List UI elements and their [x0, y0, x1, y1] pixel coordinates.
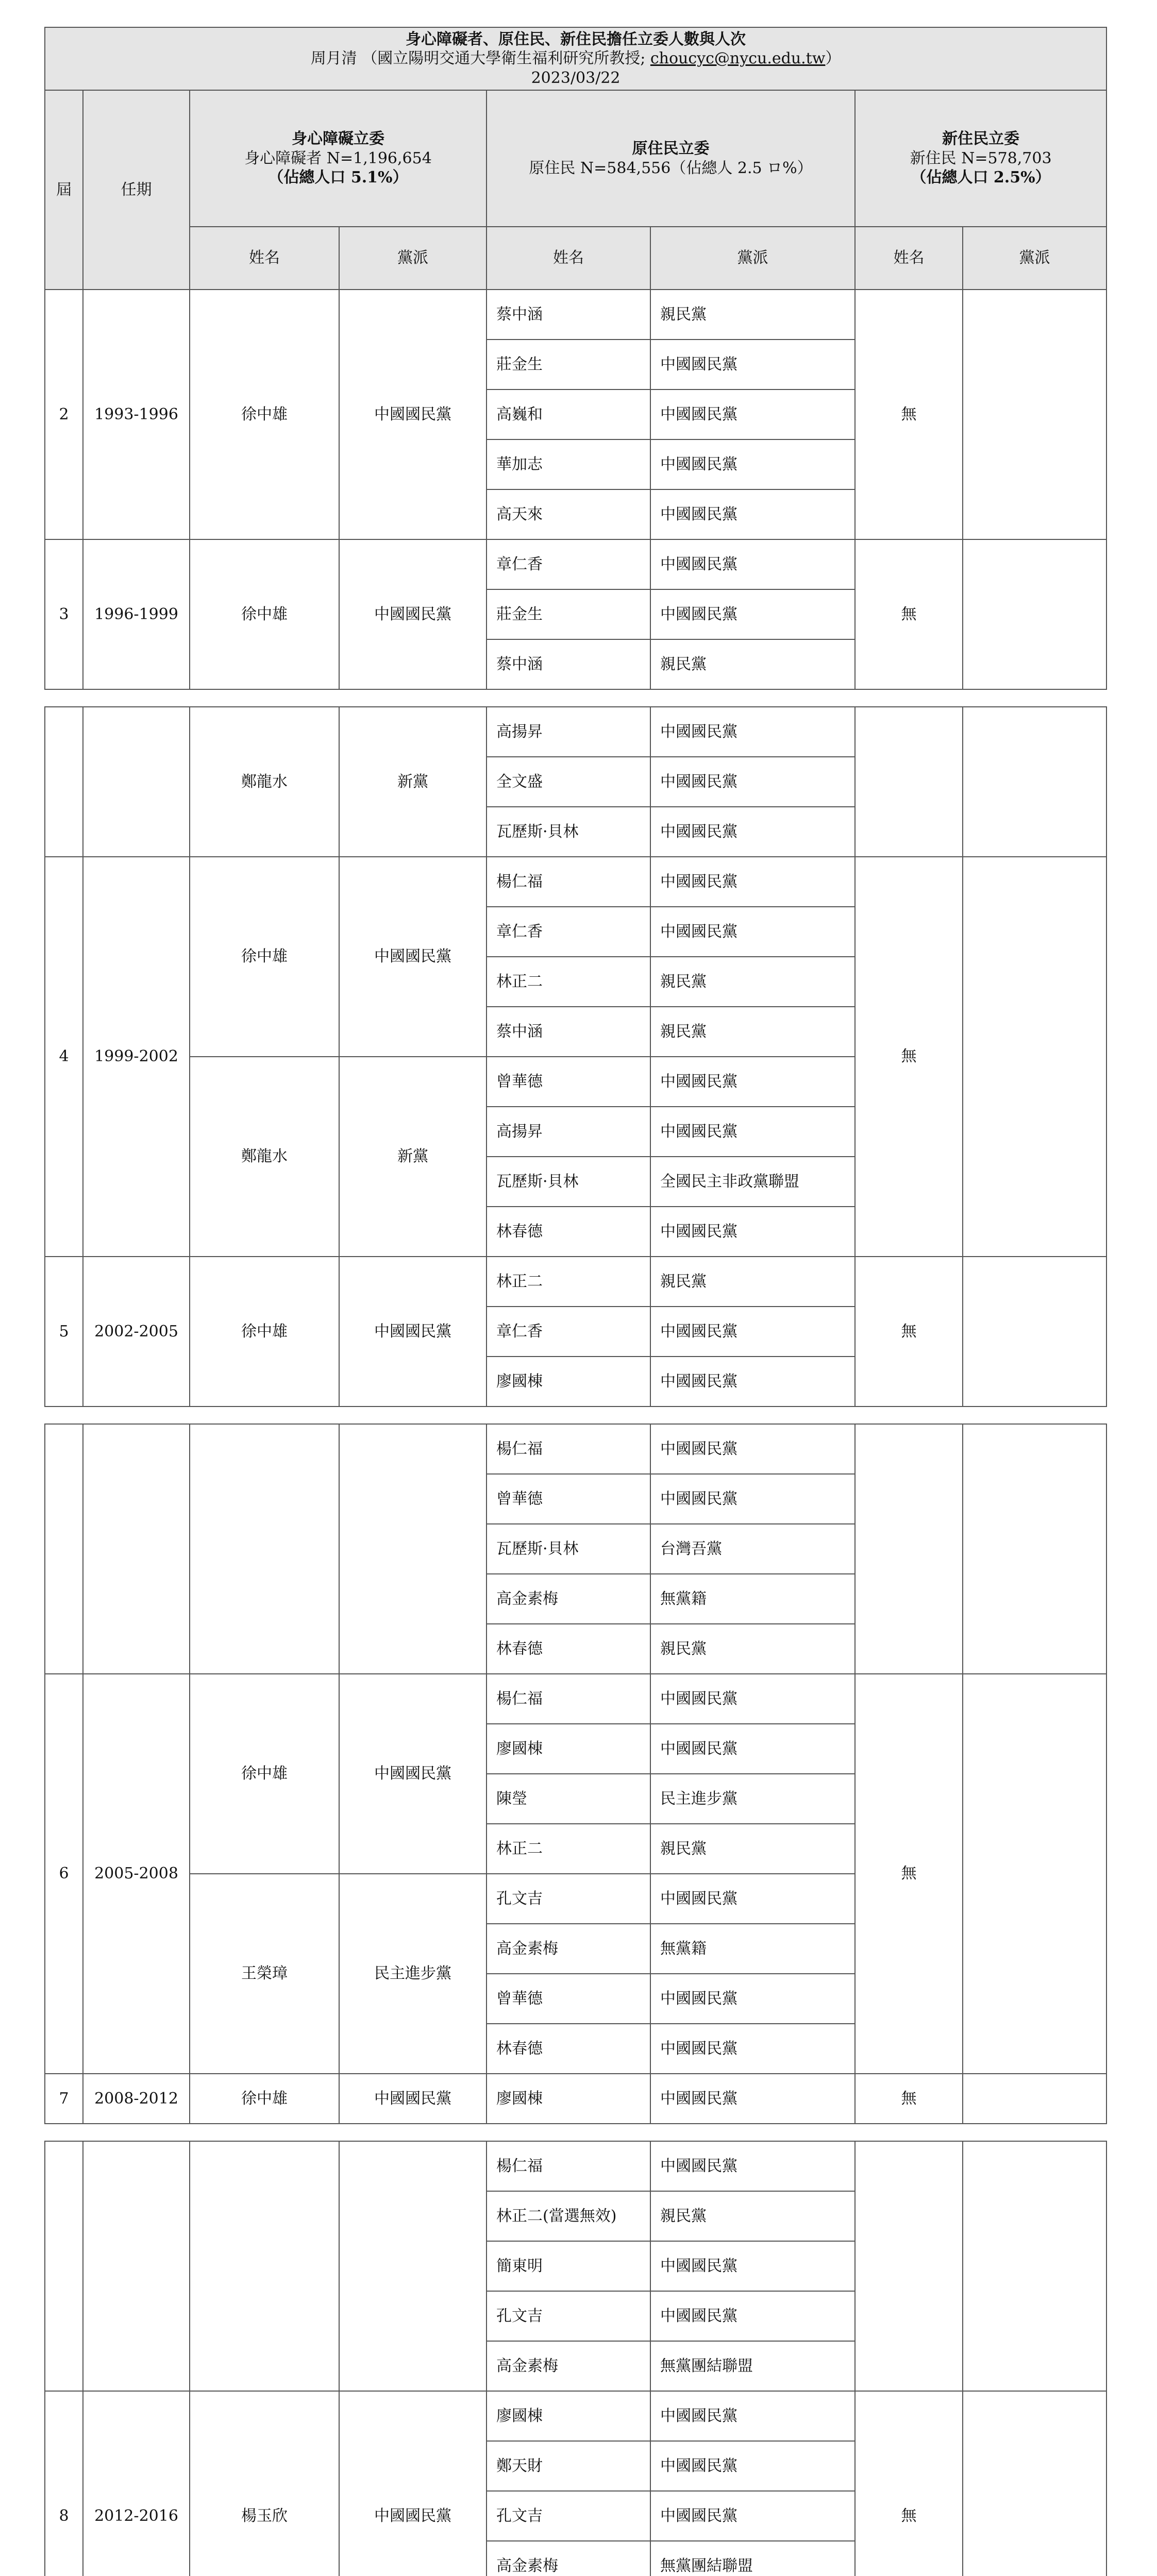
table-segment-2	[44, 706, 1107, 1407]
header-sub-party-3: 黨派	[963, 227, 1106, 290]
table-row: 曾華德 中國國民黨	[45, 1474, 1106, 1524]
doc-title: 身心障礙者、原住民、新住民擔任立委人數與人次	[406, 30, 746, 48]
author-email-link[interactable]: choucyc@nycu.edu.tw	[650, 49, 826, 68]
header-sub-party-2: 黨派	[650, 227, 855, 290]
table-row: 曾華德 中國國民黨	[45, 1974, 1106, 2024]
header-sub-party-1: 黨派	[339, 227, 487, 290]
table-row: 高揚昇 中國國民黨	[45, 1107, 1106, 1157]
table-row: 高金素梅 無黨籍	[45, 1924, 1106, 1974]
table-row: 7 2008-2012 徐中雄 中國國民黨 廖國棟 中國國民黨 無	[45, 2074, 1106, 2124]
header-disability-group: 身心障礙立委 身心障礙者 N=1,196,654 （佔總人口 5.1%）	[190, 90, 487, 227]
table-row: 莊金生 中國國民黨	[45, 340, 1106, 389]
header-sub-name-2: 姓名	[487, 227, 650, 290]
doc-date: 2023/03/22	[531, 69, 621, 87]
header-term: 屆	[45, 90, 83, 290]
header-sub-name-3: 姓名	[855, 227, 963, 290]
table-row: 廖國棟 中國國民黨	[45, 1724, 1106, 1774]
table-row: 簡東明 中國國民黨	[45, 2241, 1106, 2291]
table-row: 林正二 親民黨	[45, 957, 1106, 1007]
table-row: 陳瑩 民主進步黨	[45, 1774, 1106, 1824]
author-line: 周月清 （國立陽明交通大學衛生福利研究所教授;	[310, 49, 650, 68]
table-row: 高天來 中國國民黨	[45, 489, 1106, 539]
header-sub-name-1: 姓名	[190, 227, 339, 290]
table-row: 蔡中涵 親民黨	[45, 639, 1106, 689]
table-row: 6 2005-2008 徐中雄 中國國民黨 楊仁福 中國國民黨 無	[45, 1674, 1106, 1724]
table-row: 2 1993-1996 徐中雄 中國國民黨 蔡中涵 親民黨 無	[45, 290, 1106, 340]
table-row: 林正二(當選無效) 親民黨	[45, 2191, 1106, 2241]
table-row: 4 1999-2002 徐中雄 中國國民黨 楊仁福 中國國民黨 無	[45, 857, 1106, 907]
table-row: 章仁香 中國國民黨	[45, 907, 1106, 957]
table-row: 3 1996-1999 徐中雄 中國國民黨 章仁香 中國國民黨 無	[45, 539, 1106, 589]
table-segment-4	[44, 2141, 1107, 2576]
table-row: 楊仁福 中國國民黨	[45, 1424, 1106, 1474]
table-row: 8 2012-2016 楊玉欣 中國國民黨 廖國棟 中國國民黨 無	[45, 2391, 1106, 2441]
table-row: 全文盛 中國國民黨	[45, 757, 1106, 807]
table-row: 鄭龍水 新黨 曾華德 中國國民黨	[45, 1057, 1106, 1107]
table-row: 瓦歷斯·貝林 中國國民黨	[45, 807, 1106, 857]
table-row: 章仁香 中國國民黨	[45, 1307, 1106, 1357]
table-row: 林春德 中國國民黨	[45, 1207, 1106, 1257]
header-newimmigrant-group: 新住民立委 新住民 N=578,703 （佔總人口 2.5%）	[855, 90, 1106, 227]
table-row: 林春德 親民黨	[45, 1624, 1106, 1674]
document	[44, 27, 1106, 2576]
table-row: 5 2002-2005 徐中雄 中國國民黨 林正二 親民黨 無	[45, 1257, 1106, 1307]
table-row: 林正二 親民黨	[45, 1824, 1106, 1874]
table-row: 王榮璋 民主進步黨 孔文吉 中國國民黨	[45, 1874, 1106, 1924]
table-row: 孔文吉 中國國民黨	[45, 2491, 1106, 2541]
table-row: 蔡中涵 親民黨	[45, 1007, 1106, 1057]
table-row: 高金素梅 無黨團結聯盟	[45, 2341, 1106, 2391]
table-segment-1	[44, 27, 1107, 690]
table-row: 孔文吉 中國國民黨	[45, 2291, 1106, 2341]
title-block: 身心障礙者、原住民、新住民擔任立委人數與人次 周月清 （國立陽明交通大學衛生福利研究所教授; choucyc@nycu.edu.tw） 2023/03/22	[45, 27, 1106, 90]
header-indigenous-group: 原住民立委 原住民 N=584,556（佔總人 2.5 ロ%）	[487, 90, 855, 227]
table-row: 鄭龍水 新黨 高揚昇 中國國民黨	[45, 707, 1106, 757]
table-row: 楊仁福 中國國民黨	[45, 2141, 1106, 2191]
table-row: 瓦歷斯·貝林 台灣吾黨	[45, 1524, 1106, 1574]
table-row: 高巍和 中國國民黨	[45, 389, 1106, 439]
table-row: 高金素梅 無黨籍	[45, 1574, 1106, 1624]
table-row: 華加志 中國國民黨	[45, 439, 1106, 489]
table-row: 高金素梅 無黨團結聯盟	[45, 2541, 1106, 2576]
table-row: 廖國棟 中國國民黨	[45, 1357, 1106, 1406]
table-segment-3	[44, 1423, 1107, 2124]
table-row: 林春德 中國國民黨	[45, 2024, 1106, 2074]
header-period: 任期	[83, 90, 190, 290]
table-row: 莊金生 中國國民黨	[45, 589, 1106, 639]
table-row: 瓦歷斯·貝林 全國民主非政黨聯盟	[45, 1157, 1106, 1207]
table-row: 鄭天財 中國國民黨	[45, 2441, 1106, 2491]
